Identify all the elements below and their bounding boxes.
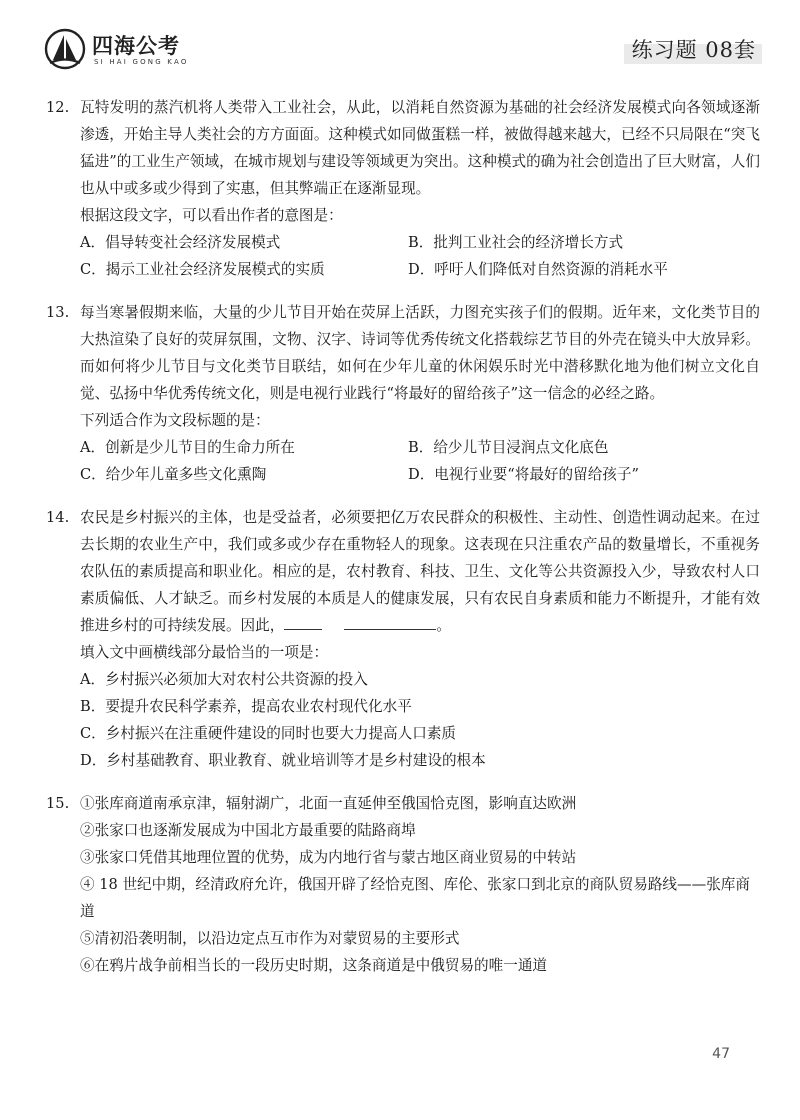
page-header	[44, 28, 756, 74]
option-list	[80, 434, 760, 488]
fill-blank-line	[284, 615, 322, 630]
sentence-item-4: ④ 18 世纪中期，经清政府允许，俄国开辟了经恰克图、库伦、张家口到北京的商队贸易路线——张库商道	[80, 876, 750, 920]
question-stem: 每当寒暑假期来临，大量的少儿节目开始在荧屏上活跃，力图充实孩子们的假期。近年来，文化类节目的大热渲染了良好的荧屏氛围，文物、汉字、诗词等优秀传统文化搭载综艺节目的外壳在镜头中大放异彩。而如何将少儿节目与文化类节目联结，如何在少年儿童的休闲娱乐时光中潜移默化地为他们树立文化自觉、弘扬中华优秀传统文化，则是电视行业践行“将最好的留给孩子”这一信念的必经之路。	[80, 304, 760, 402]
sentence-item-3: ③张家口凭借其地理位置的优势，成为内地行省与蒙古地区商业贸易的中转站	[80, 849, 577, 866]
question-stem: 瓦特发明的蒸汽机将人类带入工业社会，从此，以消耗自然资源为基础的社会经济发展模式向各领域逐渐渗透，开始主导人类社会的方方面面。这种模式如同做蛋糕一样，被做得越来越大，已经不只局限在“突飞猛进”的工业生产领域，在城市规划与建设等领域更为突出。这种模式的确为社会创造出了巨大财富，人们也从中或多或少得到了实惠，但其弊端正在逐渐显现。	[80, 99, 760, 197]
option-b: B．批判工业社会的经济增长方式	[408, 234, 624, 251]
stem-text: 农民是乡村振兴的主体，也是受益者，必须要把亿万农民群众的积极性、主动性、创造性调动起来。在过去长期的农业生产中，我们或多或少存在重物轻人的现象。这表现在只注重农产品的数量增长，不重视务农队伍的素质提高和职业化。相应的是，农村教育、科技、卫生、文化等公共资源投入少，导致农村人口素质偏低、人才缺乏。而乡村发展的本质是人的健康发展，只有农民自身素质和能力不断提升，才能有效推进乡村的可持续发展。因此，	[80, 509, 760, 634]
question-prompt: 根据这段文字，可以看出作者的意图是：	[80, 207, 343, 224]
question-14	[46, 504, 760, 774]
option-a: A．倡导转变社会经济发展模式	[80, 234, 281, 251]
question-list	[46, 94, 760, 995]
sentence-item-2: ②张家口也逐渐发展成为中国北方最重要的陆路商埠	[80, 822, 416, 839]
option-b: B．给少儿节目浸润点文化底色	[408, 439, 609, 456]
option-list	[80, 666, 760, 774]
option-d: D．乡村基础教育、职业教育、就业培训等才是乡村建设的根本	[80, 752, 486, 769]
option-c: C．乡村振兴在注重硬件建设的同时也要大力提高人口素质	[80, 725, 457, 742]
question-number: 14.	[46, 509, 70, 526]
brand-subtitle: SI HAI GONG KAO	[94, 58, 189, 66]
question-number: 15.	[46, 795, 70, 812]
question-prompt: 下列适合作为文段标题的是：	[80, 412, 270, 429]
question-13	[46, 299, 760, 488]
option-b: B．要提升农民科学素养，提高农业农村现代化水平	[80, 698, 412, 715]
option-c: C．给少年儿童多些文化熏陶	[80, 466, 267, 483]
option-c: C．揭示工业社会经济发展模式的实质	[80, 261, 325, 278]
question-stem	[80, 504, 760, 639]
question-12	[46, 94, 760, 283]
option-a: A．创新是少儿节目的生命力所在	[80, 439, 295, 456]
sentence-item-5: ⑤清初沿袭明制，以沿边定点互市作为对蒙贸易的主要形式	[80, 930, 460, 947]
question-number: 12.	[46, 99, 70, 116]
question-15	[46, 790, 760, 979]
option-a: A．乡村振兴必须加大对农村公共资源的投入	[80, 671, 368, 688]
option-d: D．电视行业要“将最好的留给孩子”	[408, 466, 639, 483]
stem-end: 。	[436, 617, 451, 634]
sentence-item-1: ①张库商道南承京津，辐射湖广，北面一直延伸至俄国恰克图，影响直达欧洲	[80, 795, 577, 812]
question-prompt: 填入文中画横线部分最恰当的一项是：	[80, 644, 329, 661]
option-d: D．呼吁人们降低对自然资源的消耗水平	[408, 261, 668, 278]
option-list	[80, 229, 760, 283]
sailboat-logo-icon	[44, 28, 86, 70]
fill-blank-line	[344, 615, 436, 630]
page-number: 47	[712, 1046, 730, 1062]
question-number: 13.	[46, 304, 70, 321]
sentence-item-6: ⑥在鸦片战争前相当长的一段历史时期，这条商道是中俄贸易的唯一通道	[80, 957, 548, 974]
brand-logo	[44, 28, 234, 74]
brand-name: 四海公考	[92, 34, 180, 58]
exercise-set-label: 练习题 08套	[632, 34, 756, 64]
